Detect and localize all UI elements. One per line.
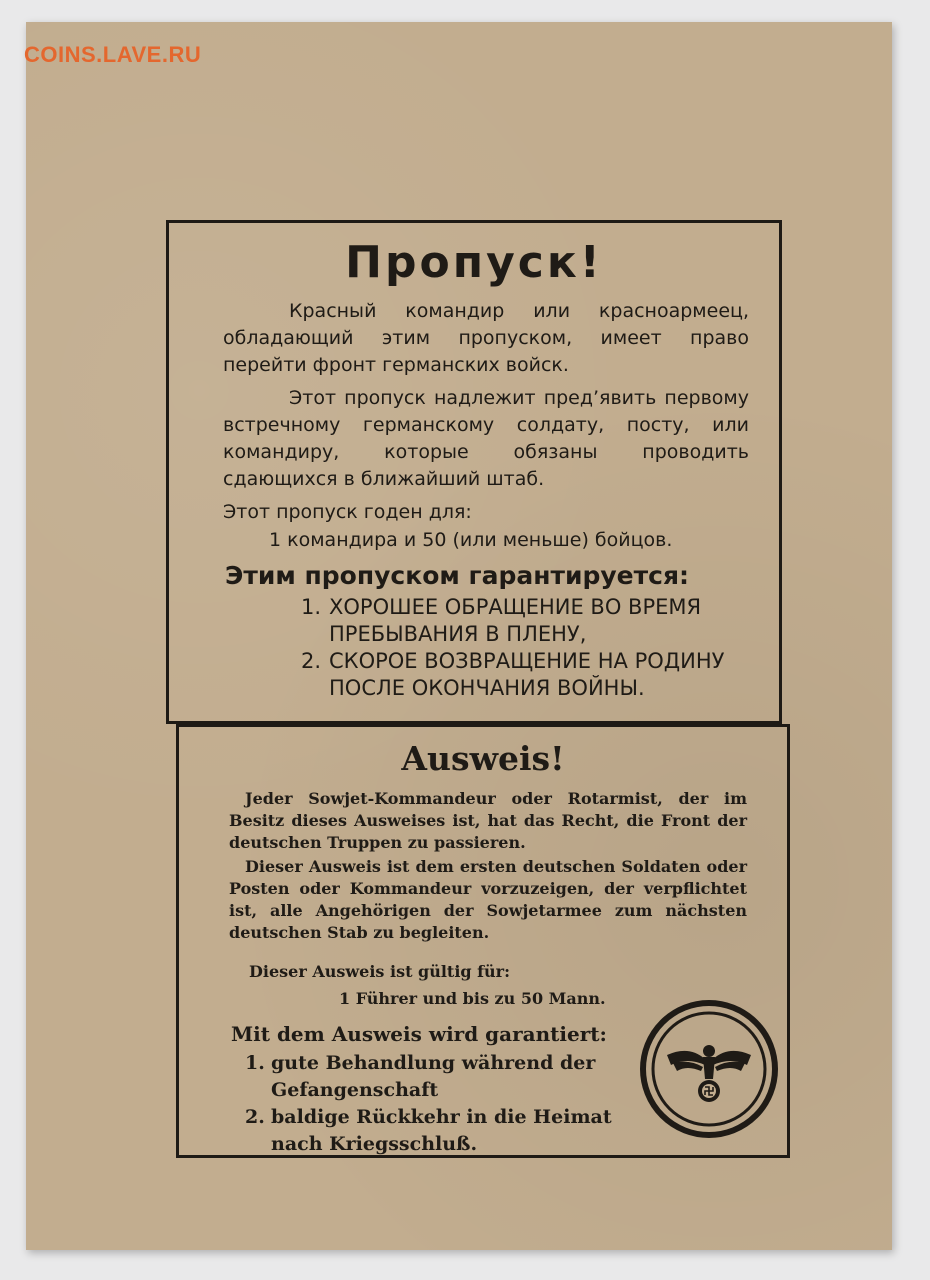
german-valid-for: Dieser Ausweis ist gültig für: [249, 962, 511, 981]
german-guarantee-list [245, 1050, 625, 1158]
list-number: 1. [301, 595, 322, 619]
list-item [301, 594, 749, 648]
watermark: COINS.LAVE.RU [24, 42, 202, 67]
leaflet-paper [26, 22, 892, 1250]
list-text: ХОРОШЕЕ ОБРАЩЕНИЕ ВО ВРЕМЯ ПРЕБЫВАНИЯ В ПЛЕНУ, [329, 595, 702, 646]
list-number: 1. [245, 1052, 265, 1074]
german-title: Ausweis! [401, 739, 565, 778]
list-text: СКОРОЕ ВОЗВРАЩЕНИЕ НА РОДИНУ ПОСЛЕ ОКОНЧАНИЯ ВОЙНЫ. [329, 649, 725, 700]
russian-guarantee-heading: Этим пропуском гарантируется: [225, 561, 689, 590]
list-text: gute Behandlung während der Gefangenschaft [271, 1052, 596, 1101]
list-item [301, 648, 749, 702]
list-item [245, 1050, 625, 1104]
german-pass-section [176, 724, 790, 1158]
german-count: 1 Führer und bis zu 50 Mann. [339, 989, 606, 1008]
german-paragraph-2: Dieser Ausweis ist dem ersten deutschen Soldaten oder Posten oder Kommandeur vorzuzeigen, der verpflichtet ist, alle Angehörigen der Sowjetarmee zum nächsten deutschen Stab zu begleiten. [229, 857, 747, 942]
russian-guarantee-list [301, 594, 749, 702]
list-number: 2. [301, 649, 322, 673]
russian-title: Пропуск! [345, 237, 603, 288]
eagle-seal-icon [639, 999, 779, 1139]
russian-count: 1 командира и 50 (или меньше) бойцов. [269, 529, 673, 551]
list-text: baldige Rückkehr in die Heimat nach Kriegsschluß. [271, 1106, 612, 1155]
russian-valid-for: Этот пропуск годен для: [223, 501, 472, 523]
list-number: 2. [245, 1106, 265, 1128]
russian-paragraph-2: Этот пропуск надлежит пред’явить первому встречному германскому солдату, посту, или командиру, которые обязаны проводить сдающихся в ближайший штаб. [223, 387, 749, 490]
russian-pass-section [166, 220, 782, 724]
list-item [245, 1104, 625, 1158]
russian-paragraph-1: Красный командир или красноармеец, обладающий этим пропуском, имеет право перейти фронт германских войск. [223, 300, 749, 376]
german-guarantee-heading: Mit dem Ausweis wird garantiert: [231, 1022, 607, 1046]
german-paragraph-1: Jeder Sowjet-Kommandeur oder Rotarmist, der im Besitz dieses Ausweises ist, hat das Recht, die Front der deutschen Truppen zu passieren. [229, 789, 747, 852]
